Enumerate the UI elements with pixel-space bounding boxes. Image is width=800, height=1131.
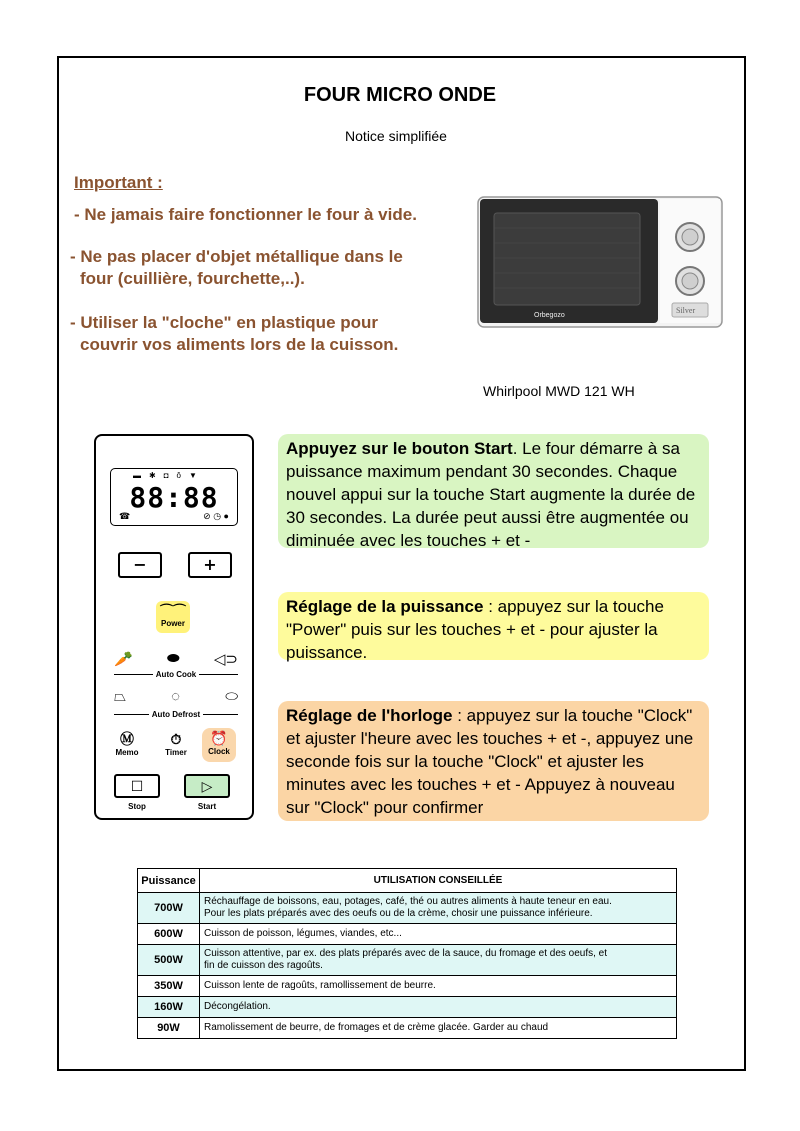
timer-button[interactable] — [159, 730, 193, 757]
auto-defrost-row — [114, 688, 238, 705]
defrost-chicken-icon[interactable]: ◌ — [171, 688, 181, 705]
clock-label: Clock — [208, 747, 230, 756]
microwave-photo — [476, 193, 724, 333]
power-cell: 600W — [138, 924, 200, 945]
power-instructions-text: : appuyez sur la touche "Power" puis sur les touches + et - pour ajuster la puissance. — [286, 597, 664, 662]
usage-cell: Ramolissement de beurre, de fromages et de crème glacée. Garder au chaud — [200, 1018, 677, 1039]
display-bottom-icons — [119, 511, 229, 522]
table-row — [138, 976, 677, 997]
start-button[interactable] — [184, 774, 230, 798]
start-instructions-text: . Le four démarre à sa puissance maximum pendant 30 secondes. Chaque nouvel appui sur la touche Start augmente la durée de 30 secondes. La durée peut aussi être augmentée ou diminuée avec les touches + et - — [286, 439, 696, 550]
defrost-steak-icon[interactable]: ⬭ — [225, 688, 238, 705]
usage-line: fin de cuisson des ragoûts. — [204, 960, 323, 971]
column-header-usage: UTILISATION CONSEILLÉE — [200, 869, 677, 893]
power-cell: 700W — [138, 893, 200, 924]
power-instructions-title: Réglage de la puissance — [286, 597, 484, 616]
clock-icon: ⏰ — [210, 730, 228, 746]
plus-button[interactable]: + — [188, 552, 232, 578]
defrost-slice-icon[interactable]: ⏢ — [114, 688, 127, 705]
power-instructions — [278, 592, 709, 660]
warning-item-3-line1: - Utiliser la "cloche" en plastique pour — [70, 313, 379, 332]
minus-button[interactable]: − — [118, 552, 162, 578]
usage-line: Réchauffage de boissons, eau, potages, café, thé ou autres aliments à haute teneur en eau. — [204, 896, 612, 907]
warning-item-3 — [70, 312, 450, 356]
auto-defrost-label: Auto Defrost — [151, 710, 201, 719]
fish-icon[interactable]: ◁⊃ — [213, 651, 238, 668]
timer-label: Timer — [165, 748, 187, 757]
play-icon: ▷ — [201, 778, 213, 794]
auto-cook-group — [114, 670, 238, 679]
phone-icon: ☎ — [119, 511, 131, 521]
control-panel — [94, 434, 254, 820]
panel-display — [110, 468, 238, 526]
microwave-brand-label: Orbegozo — [534, 312, 565, 319]
start-instructions-title: Appuyez sur le bouton Start — [286, 439, 513, 458]
clock-instructions — [278, 701, 709, 821]
timer-icon: ⏱ — [170, 731, 182, 747]
usage-line: Cuisson attentive, par ex. des plats préparés avec de la sauce, du fromage et des oeufs, et — [204, 948, 608, 959]
warning-item-1: - Ne jamais faire fonctionner le four à vide. — [74, 205, 417, 224]
power-usage-table — [137, 868, 677, 1039]
power-cell: 160W — [138, 997, 200, 1018]
indicator-icons: ⊘ ◷ ● — [203, 511, 229, 521]
subtitle-text: Notice simplifiée — [345, 128, 447, 144]
meat-icon[interactable]: ⬬ — [166, 650, 180, 667]
auto-defrost-group — [114, 710, 238, 719]
page-title: FOUR MICRO ONDE — [303, 84, 497, 106]
power-cell: 350W — [138, 976, 200, 997]
stop-icon: ☐ — [130, 778, 144, 794]
power-cell: 500W — [138, 945, 200, 976]
stop-label: Stop — [128, 802, 146, 811]
usage-cell — [200, 945, 677, 976]
auto-cook-row — [114, 650, 238, 668]
power-icon: ⌒⌒ — [159, 603, 186, 618]
power-button[interactable] — [156, 601, 190, 633]
usage-cell: Cuisson de poisson, légumes, viandes, etc... — [200, 924, 677, 945]
table-row — [138, 997, 677, 1018]
start-label: Start — [197, 802, 217, 811]
warning-heading: Important : — [74, 173, 163, 192]
power-cell: 90W — [138, 1018, 200, 1039]
table-row — [138, 924, 677, 945]
page-subtitle — [0, 128, 800, 144]
table-row — [138, 893, 677, 924]
warning-item-2-line2: four (cuillière, fourchette,..). — [80, 269, 305, 288]
display-digits: 88:88 — [129, 481, 219, 514]
warning-item-3-line2: couvrir vos aliments lors de la cuisson. — [80, 335, 399, 354]
column-header-power: Puissance — [138, 869, 200, 893]
clock-instructions-title: Réglage de l'horloge — [286, 706, 453, 725]
stop-button[interactable] — [114, 774, 160, 798]
usage-cell: Cuisson lente de ragoûts, ramollissement de beurre. — [200, 976, 677, 997]
table-row — [138, 1018, 677, 1039]
usage-cell — [200, 893, 677, 924]
product-caption: Whirlpool MWD 121 WH — [483, 383, 635, 399]
memo-label: Memo — [115, 748, 139, 757]
usage-line: Pour les plats préparés avec des oeufs ou de la crème, chosir une puissance inférieure. — [204, 908, 593, 919]
start-instructions — [278, 434, 709, 548]
memo-button[interactable] — [110, 730, 144, 757]
warning-item-2 — [70, 246, 450, 290]
usage-cell: Décongélation. — [200, 997, 677, 1018]
clock-button[interactable] — [202, 728, 236, 762]
table-header-row — [138, 869, 677, 893]
memo-icon: Ⓜ — [120, 731, 134, 747]
table-row — [138, 945, 677, 976]
clock-instructions-text: : appuyez sur la touche "Clock" et ajuster l'heure avec les touches + et -, appuyez une seconde fois sur la touche "Clock" et ajuster les minutes avec les touches + et - Appuyez à nouveau sur "Clock" pour confirmer — [286, 706, 694, 817]
carrot-icon[interactable]: 🥕 — [114, 651, 133, 668]
display-status-icons: ▬✱◘ô▼ — [133, 471, 205, 480]
auto-cook-label: Auto Cook — [155, 670, 197, 679]
power-label: Power — [160, 619, 185, 628]
microwave-badge: Silver — [676, 306, 696, 315]
warning-item-2-line1: - Ne pas placer d'objet métallique dans le — [70, 247, 403, 266]
